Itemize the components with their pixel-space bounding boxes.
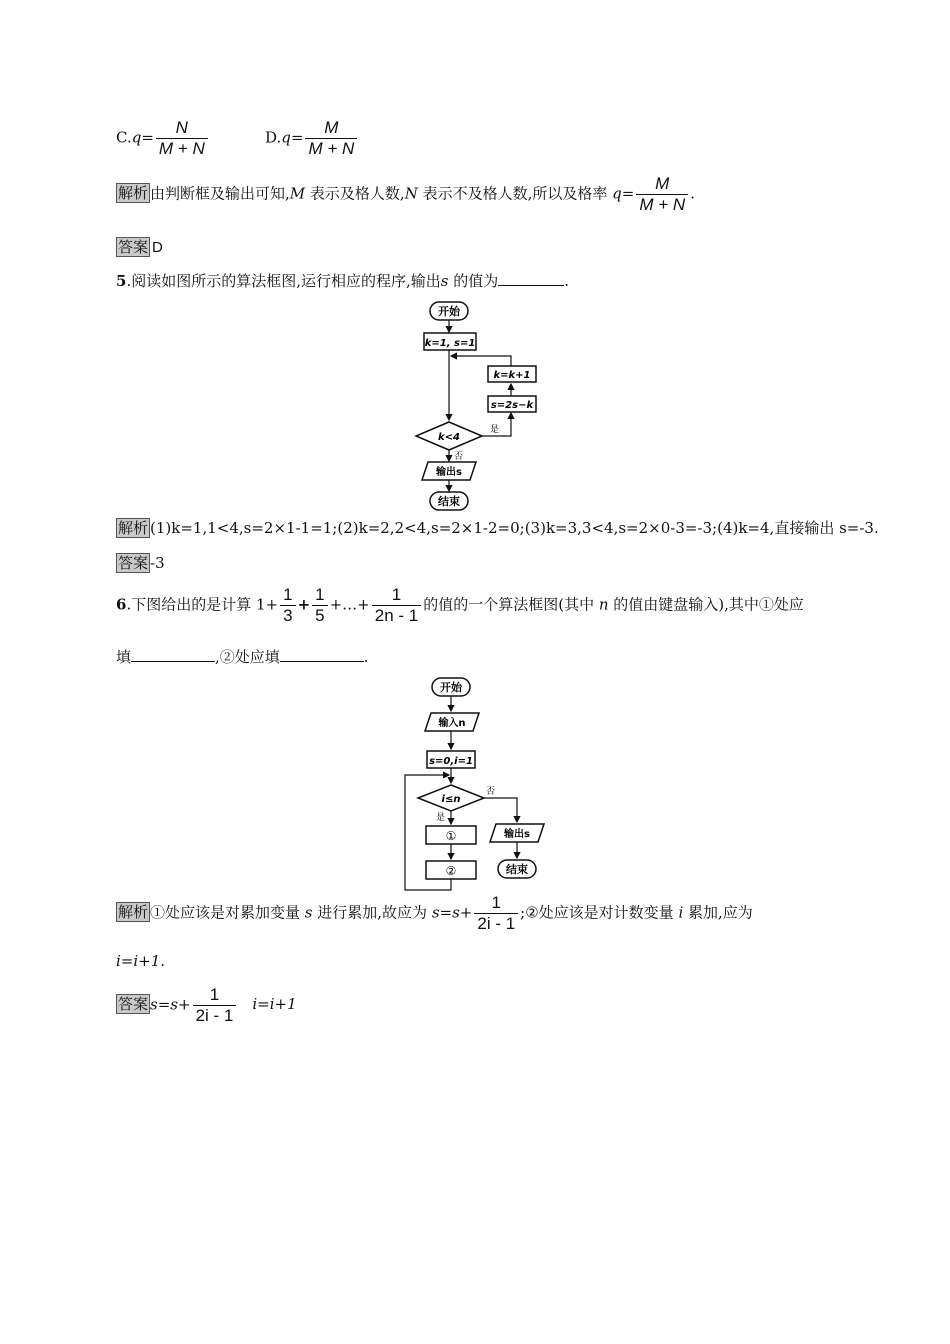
question-6-text: .下图给出的是计算 1+ [126,595,279,614]
answer-5 [116,552,165,573]
question-5-end: . [564,272,570,290]
option-c [116,118,210,159]
solution-6-line-2: i=i+1. [116,952,166,970]
output-label: 输出s [436,467,462,478]
fraction-general-term [372,585,421,626]
solution-6-fraction [474,893,518,934]
question-5-text-2: 的值为 [448,272,499,290]
increment-label: k=k+1 [493,370,531,381]
answer-tag: 答案 [118,238,149,256]
question-6-fill-2: ,②处应填 [215,648,280,666]
solution-4-eq: = [621,184,635,203]
solution-4-denominator: M + N [636,194,688,215]
question-6-line-2 [116,646,369,667]
solution-6-text-2: 进行累加,故应为 [312,903,432,922]
solution-tag: 解析 [118,903,149,922]
question-5-text: .阅读如图所示的算法框图,运行相应的程序,输出 [126,272,441,290]
fraction-one-third [280,585,295,626]
update-label: s=2s−k [490,400,534,411]
end-label: 结束 [506,863,528,876]
answer-6-expression: s=s+ [150,995,191,1014]
solution-6-expression: s=s+ [431,903,473,922]
option-c-numerator: N [175,118,188,137]
option-c-eq: = [141,128,154,147]
answer-4-value: D [152,239,163,256]
option-d [265,118,359,159]
var-s: s [440,272,449,290]
fraction-denominator: 3 [280,605,295,626]
var-i: i [678,903,684,922]
solution-5 [116,517,879,538]
answer-tag: 答案 [118,995,149,1014]
fraction-numerator: 1 [209,985,220,1004]
var-n: n [598,595,609,614]
fraction-numerator: 1 [315,585,325,604]
question-5 [116,270,569,291]
start-label: 开始 [440,681,462,694]
option-c-q: q [131,128,142,147]
answer-5-value: -3 [150,554,165,572]
option-d-label: D. [265,128,282,147]
solution-4-text-3: 表示不及格人数,所以及格率 [417,184,613,203]
fraction-denominator: 2n - 1 [372,605,421,626]
fraction-denominator: 5 [312,605,327,626]
option-d-eq: = [290,128,304,147]
answer-6-fraction [193,985,237,1026]
answer-blank-2[interactable] [280,647,364,662]
fraction-numerator: 1 [283,585,293,604]
start-label: 开始 [438,305,460,318]
option-c-label: C. [116,128,132,147]
solution-4-text: 由判断框及输出可知, [150,184,290,203]
solution-4-text-2: 表示及格人数, [305,184,405,203]
solution-4-numerator: M [655,174,670,193]
question-6-text-3: 的值由键盘输入),其中①处应 [608,595,804,614]
input-label: 输入n [438,718,466,729]
answer-tag: 答案 [118,554,149,572]
no-label: 否 [486,787,496,797]
var-q: q [612,184,622,203]
answer-blank-1[interactable] [131,647,215,662]
init-label: s=0,i=1 [429,756,473,767]
plus-sign: + [297,595,311,614]
solution-6 [116,893,753,934]
end-label: 结束 [438,495,460,508]
option-c-denominator: M + N [156,138,208,159]
option-d-numerator: M [324,118,339,137]
init-label: k=1, s=1 [424,338,476,349]
var-n: N [404,184,418,203]
question-5-number: 5 [116,272,127,290]
option-d-denominator: M + N [305,138,357,159]
question-6-fill-1: 填 [116,648,132,666]
flowchart-6 [398,674,558,894]
option-c-fraction [156,118,208,159]
step-1-label: ① [445,829,457,843]
step-2-label: ② [445,864,457,878]
solution-5-text: (1)k=1,1<4,s=2×1-1=1;(2)k=2,2<4,s=2×1-2=0;(3)k=3,3<4,s=2×0-3=-3;(4)k=4,直接输出 s=-3. [150,519,879,537]
fraction-denominator: 2i - 1 [474,913,518,934]
fraction-denominator: 2i - 1 [193,1005,237,1026]
condition-label: i≤n [441,794,461,805]
solution-4 [116,174,695,215]
output-label: 输出s [504,829,530,840]
yes-label: 是 [490,425,500,435]
solution-6-text-4: 累加,应为 [683,903,753,922]
option-d-fraction [305,118,357,159]
answer-4 [116,236,163,257]
var-m: M [289,184,306,203]
question-6-text-2: 的值的一个算法框图(其中 [423,595,599,614]
question-6-end: . [363,648,369,666]
yes-label: 是 [436,813,446,823]
solution-4-fraction [636,174,688,215]
var-s: s [304,903,313,922]
ellipsis-terms: +…+ [329,595,370,614]
solution-tag: 解析 [118,519,149,537]
solution-6-text-3: ;②处应该是对计数变量 [520,903,679,922]
solution-4-end: . [690,184,695,203]
solution-6-text-1: ①处应该是对累加变量 [150,903,305,922]
answer-blank[interactable] [498,271,564,286]
answer-6-second: i=i+1 [252,995,297,1014]
solution-tag: 解析 [118,184,149,203]
fraction-one-fifth [312,585,327,626]
condition-label: k<4 [438,432,460,443]
answer-6 [116,985,297,1026]
option-d-q: q [281,128,291,147]
no-label: 否 [454,452,464,462]
fraction-numerator: 1 [491,893,501,912]
fraction-numerator: 1 [391,585,402,604]
question-6 [116,585,804,626]
question-6-number: 6 [116,595,127,614]
flowchart-5 [410,298,545,518]
